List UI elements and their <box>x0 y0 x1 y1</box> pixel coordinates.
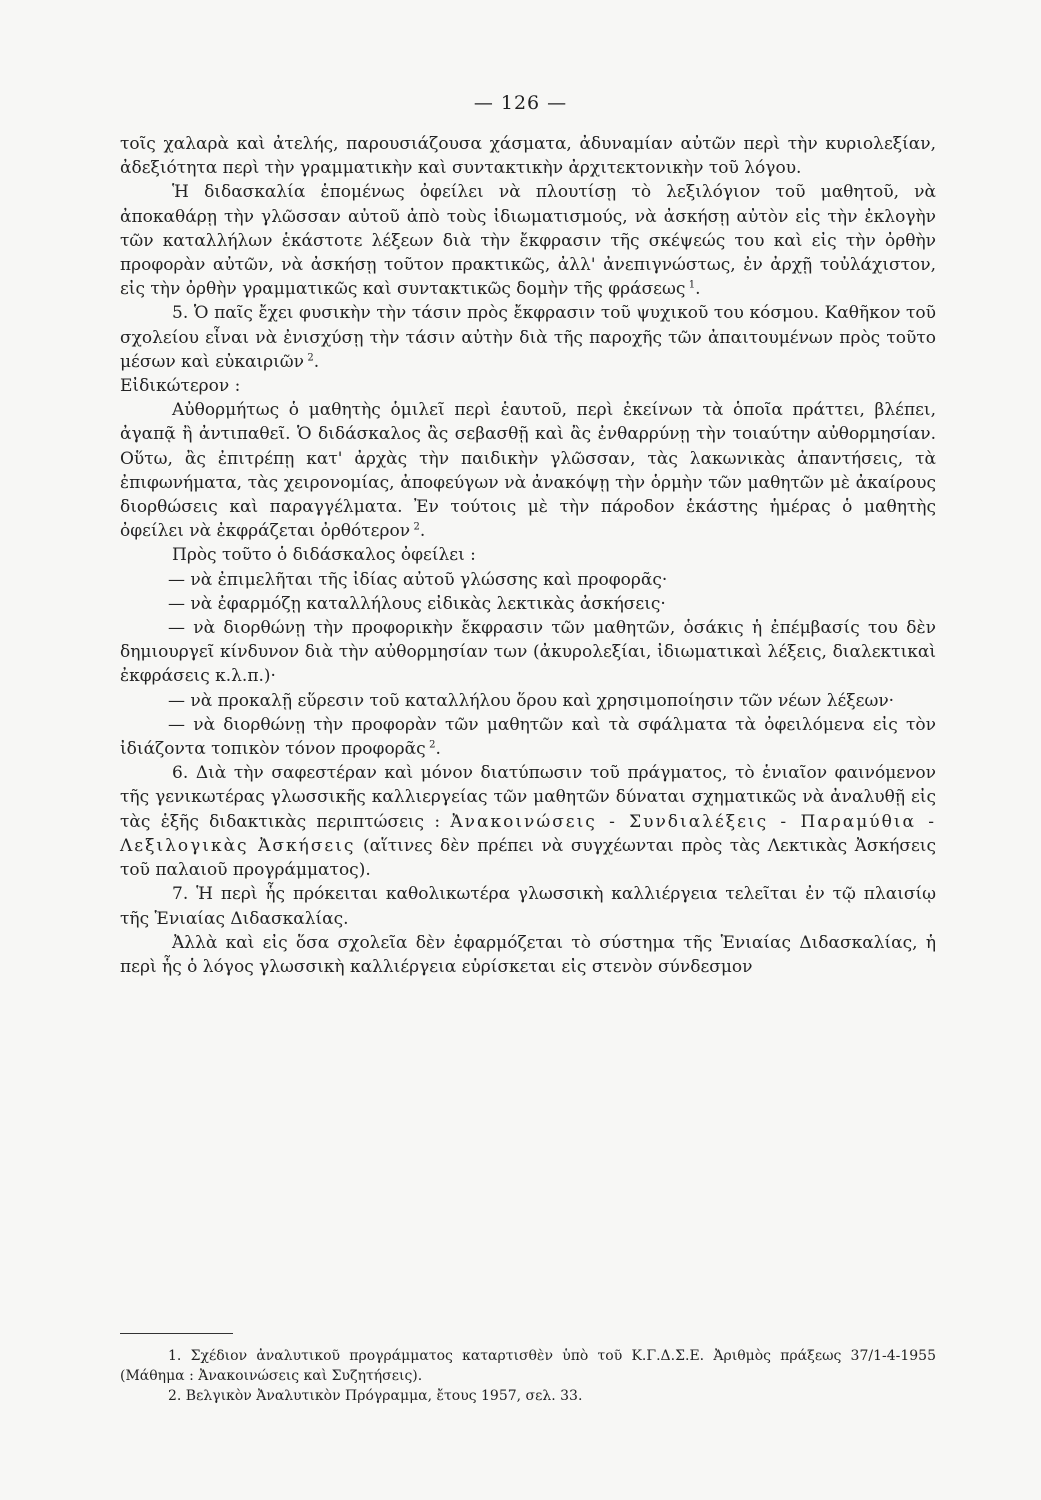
footnote: 1. Σχέδιον ἀναλυτικοῦ προγράμματος καταρτισθὲν ὑπὸ τοῦ Κ.Γ.Δ.Σ.Ε. Ἀριθμὸς πράξεως 37/1-4-1955 (Μάθημα : Ἀνακοινώσεις καὶ Συζητήσεις). <box>120 1348 936 1384</box>
list-item: — νὰ διορθώνῃ τὴν προφορικὴν ἔκφρασιν τῶν μαθητῶν, ὁσάκις ἡ ἐπέμβασίς του δὲν δημιουργεῖ κίνδυνον διὰ τὴν αὐθορμησίαν των (ἀκυρολεξίαι, ἰδιωματικαὶ λέξεις, διαλεκτικαὶ ἐκφράσεις κ.λ.π.)· <box>120 618 936 687</box>
footnote-ref: 2 <box>307 352 314 364</box>
footnote-ref: 2 <box>413 521 420 533</box>
list-item: — νὰ ἐπιμελῆται τῆς ἰδίας αὐτοῦ γλώσσης καὶ προφορᾶς· <box>168 569 668 590</box>
footnote-ref: 2 <box>429 739 436 751</box>
paragraph: 6. Διὰ τὴν σαφεστέραν καὶ μόνον διατύπωσιν τοῦ πράγματος, τὸ ἑνιαῖον φαινόμενον τῆς γενικωτέρας γλωσσικῆς καλλιεργείας τῶν μαθητῶν δύναται σχηματικῶς νὰ ἀναλυθῇ εἰς τὰς ἑξῆς διδακτικὰς περιπτώσεις : Ἀνακοινώσεις - Συνδιαλέξεις - Παραμύθια - Λεξιλογικὰς Ἀσκήσεις (αἵτινες δὲν πρέπει νὰ συγχέωνται πρὸς τὰς Λεκτικὰς Ἀσκήσεις τοῦ παλαιοῦ προγράμματος). <box>120 763 937 881</box>
list-item: — νὰ προκαλῇ εὕρεσιν τοῦ καταλλήλου ὅρου καὶ χρησιμοποίησιν τῶν νέων λέξεων· <box>168 690 895 711</box>
footnotes <box>120 1346 936 1406</box>
list-item: — νὰ διορθώνῃ τὴν προφορὰν τῶν μαθητῶν καὶ τὰ σφάλματα τὰ ὀφειλόμενα εἰς τὸν ἰδιάζοντα τοπικὸν τόνον προφορᾶς $^2$. <box>120 714 936 760</box>
paragraph: Πρὸς τοῦτο ὁ διδάσκαλος ὀφείλει : <box>172 545 476 566</box>
paragraph: 5. Ὁ παῖς ἔχει φυσικὴν τὴν τάσιν πρὸς ἔκφρασιν τοῦ ψυχικοῦ του κόσμου. Καθῆκον τοῦ σχολείου εἶναι νὰ ἐνισχύσῃ τὴν τάσιν αὐτὴν διὰ τῆς παροχῆς τῶν ἀπαιτουμένων πρὸς τοῦτο μέσων καὶ εὐκαιριῶν $^2$. <box>120 303 936 372</box>
footnote-divider <box>120 1333 233 1334</box>
body-text <box>120 132 936 979</box>
footnote: 2. Βελγικὸν Ἀναλυτικὸν Πρόγραμμα, ἔτους 1957, σελ. 33. <box>168 1388 583 1404</box>
list-item: — νὰ ἐφαρμόζῃ καταλλήλους εἰδικὰς λεκτικὰς ἀσκήσεις· <box>168 593 666 614</box>
paragraph: Ἀλλὰ καὶ εἰς ὅσα σχολεῖα δὲν ἐφαρμόζεται τὸ σύστημα τῆς Ἑνιαίας Διδασκαλίας, ἡ περὶ ἧς ὁ λόγος γλωσσικὴ καλλιέργεια εὑρίσκεται εἰς στενὸν σύνδεσμον <box>120 932 936 977</box>
paragraph: τοῖς χαλαρὰ καὶ ἀτελής, παρουσιάζουσα χάσματα, ἀδυναμίαν αὐτῶν περὶ τὴν κυριολεξίαν, ἀδεξιότητα περὶ τὴν γραμματικὴν καὶ συντακτικὴν ἀρχιτεκτονικὴν τοῦ λόγου. <box>120 134 936 179</box>
page-number: — 126 — <box>473 92 568 114</box>
subheading: Εἰδικώτερον : <box>120 376 241 397</box>
paragraph: 7. Ἡ περὶ ἧς πρόκειται καθολικωτέρα γλωσσικὴ καλλιέργεια τελεῖται ἐν τῷ πλαισίῳ τῆς Ἑνιαίας Διδασκαλίας. <box>120 884 936 929</box>
paragraph: Ἡ διδασκαλία ἑπομένως ὀφείλει νὰ πλουτίσῃ τὸ λεξιλόγιον τοῦ μαθητοῦ, νὰ ἀποκαθάρῃ τὴν γλῶσσαν αὐτοῦ ἀπὸ τοὺς ἰδιωματισμούς, νὰ ἀσκήσῃ αὐτὸν εἰς τὴν ἐκλογὴν τῶν καταλλήλων ἑκάστοτε λέξεων διὰ τὴν ἔκφρασιν τῆς σκέψεώς του καὶ εἰς τὴν ὀρθὴν προφορὰν αὐτῶν, νὰ ἀσκήσῃ τοῦτον πρακτικῶς, ἀλλ' ἀνεπιγνώστως, ἐν ἀρχῇ τοὐλάχιστον, εἰς τὴν ὀρθὴν γραμματικῶς καὶ συντακτικῶς δομὴν τῆς φράσεως $^1$. <box>120 182 936 300</box>
footnote-ref: 1 <box>688 279 696 291</box>
paragraph: Αὐθορμήτως ὁ μαθητὴς ὁμιλεῖ περὶ ἑαυτοῦ, περὶ ἐκείνων τὰ ὁποῖα πράττει, βλέπει, ἀγαπᾷ ἢ ἀντιπαθεῖ. Ὁ διδάσκαλος ἂς σεβασθῇ καὶ ἂς ἐνθαρρύνῃ τὴν τοιαύτην αὐθορμησίαν. Οὕτω, ἂς ἐπιτρέπῃ κατ' ἀρχὰς τὴν παιδικὴν γλῶσσαν, τὰς λακωνικὰς ἀπαντήσεις, τὰ ἐπιφωνήματα, τὰς χειρονομίας, ἀποφεύγων νὰ ἀνακόψῃ τὴν ὁρμὴν τῶν μαθητῶν μὲ ἀκαίρους διορθώσεις καὶ παραγγέλματα. Ἐν τούτοις μὲ τὴν πάροδον ἑκάστης ἡμέρας ὁ μαθητὴς ὀφείλει νὰ ἐκφράζεται ὀρθότερον $^2$. <box>120 400 936 542</box>
spaced-terms: Ἀνακοινώσεις - Συνδιαλέξεις - Παραμύθια - Λεξιλογικὰς Ἀσκήσεις <box>120 811 937 856</box>
